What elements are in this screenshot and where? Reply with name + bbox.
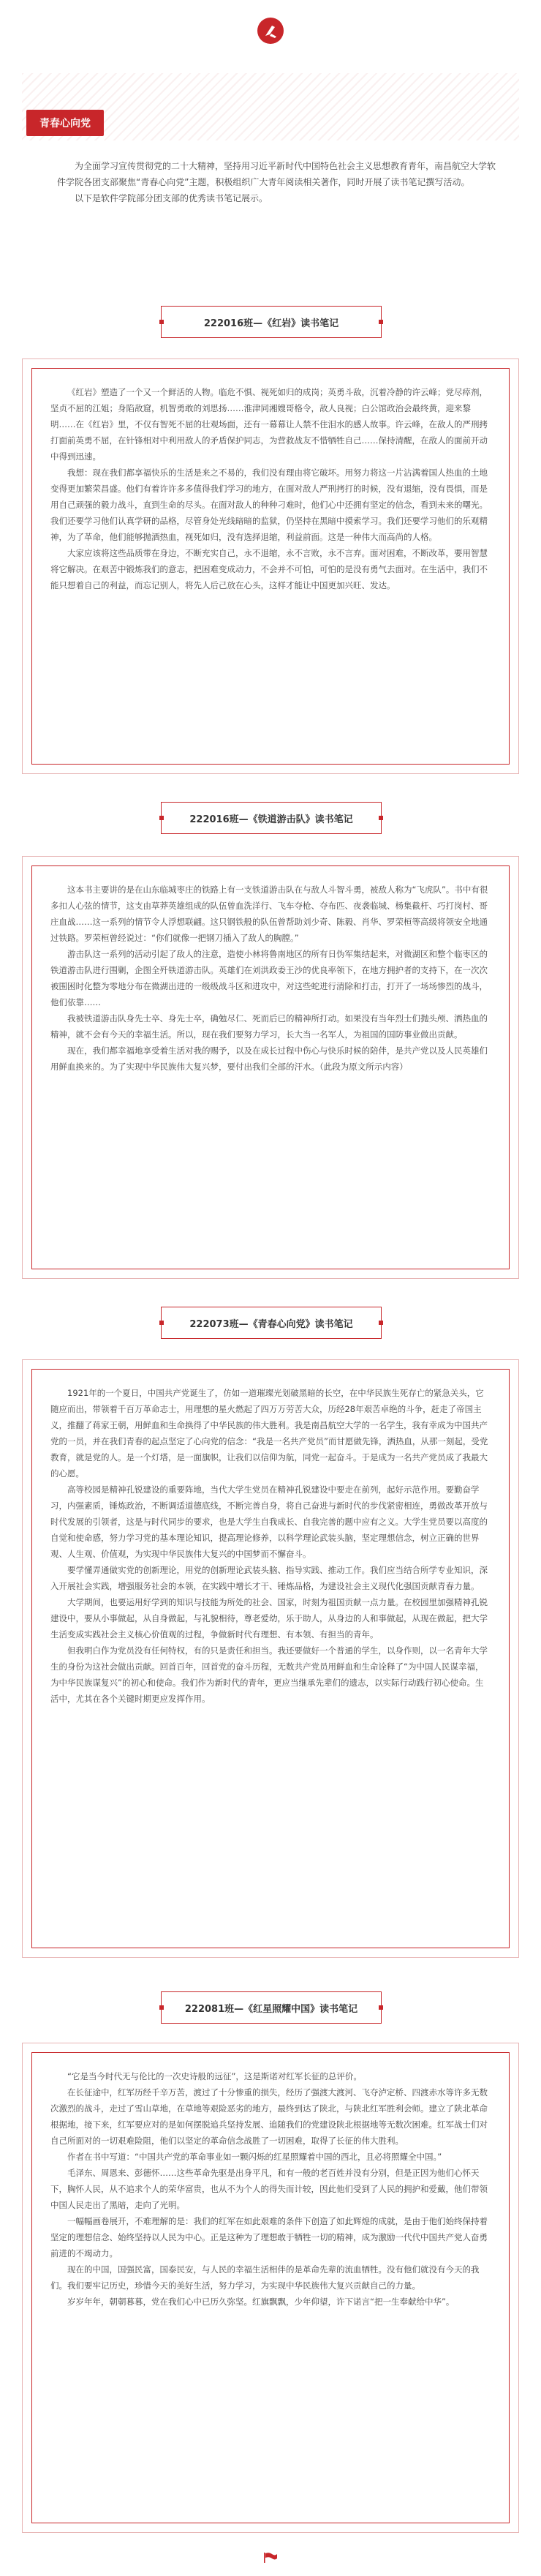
note-paragraph: 游击队这一系列的活动引起了敌人的注意，造使小林将鲁南地区的所有日伪军集结起来，对微湖区和整个临枣区的铁道游击队进行围剿，企图全歼铁道游击队。英雄们在刘洪政委王沙的优良率领下，在地方拥护者的支持下，在一次次被围困时化整为零地分布在微湖出进的一级级战斗区和进攻中，对这些蛇进行清除和打击，打开了一场场惨烈的战斗，他们依靠…… [50, 949, 488, 1007]
note-paragraph: 高等校园是精神孔锐建设的重要阵地，当代大学生党员在精神孔锐建设中要走在前列，起好示范作用。要勤奋学习，内强素质，锤炼政治，不断调适道德底线，不断完善自身，将自己奋进与新时代的步伐紧密相连，勇做改革开放与时代发展的引领者，这是与时代同步的要求，也是大学生自我成长、自我完善的题中应有之义。大学生党员要以高度的自觉和使命感，努力学习党的基本理论知识，提高理论修养，以科学理论武装头脑，坚定理想信念，树立正确的世界观、人生观、价值观，为实现中华民族伟大复兴的中国梦而不懈奋斗。 [50, 1484, 488, 1559]
intro-text [57, 158, 496, 206]
note-title: 222081班—《红星照耀中国》读书笔记 [161, 1991, 382, 2024]
note-body [50, 2068, 491, 2310]
note-paragraph: 大家应该将这些品质带在身边，不断充实自己，永不退缩，永不言败，永不言弃。面对困难，不断改革，要用智慧将它解决。在艰苦中锻炼我们的意志，把困难变成动力，不会并不可怕，可怕的是没有勇气去面对。在生活中，我们不能只想着自己的利益，而忘记别人，将先人后己放在心头，这样才能让中国更加兴旺、发达。 [50, 548, 488, 590]
party-emblem-icon [257, 18, 284, 44]
note-paragraph: 我被铁道游击队身先士卒、身先士卒，确勉尽仁、死而后已的精神所打动。如果没有当年烈士们抛头颅、洒热血的精神，就不会有今天的幸福生活。所以，现在我们要努力学习，长大当一名军人，为祖国的国防事业做出贡献。 [50, 1013, 488, 1040]
note-card [22, 856, 519, 1279]
note-paragraph: 要学懂弄通做实党的创新理论，用党的创新理论武装头脑、指导实践、推动工作。我们应当结合所学专业知识，深入开展社会实践，增强服务社会的本领，在实践中增长才干、锤炼品格，为建设社会主义现代化强国贡献青春力量。 [50, 1565, 488, 1591]
note-paragraph: 我想：现在我们都享福快乐的生活是来之不易的，我们没有理由将它破坏。用努力将这一片沾满着国人热血的土地变得更加繁荣昌盛。他们有着许许多多值得我们学习的地方，在面对敌人严刑拷打的时候，没有退缩，没有畏惧，而是用自己顽强的毅力战斗，直到生命的尽头。在面对敌人的种种刁难时，他们心中还拥有坚定的信念，看到未来的曙光。我们还要学习他们认真学研的品格，尽管身处光线暗暗的监狱，仍坚持在黑暗中摸索学习。我们还要学习他们的乐观精神，为了革命，他们能够抛洒热血，视死如归，没有选择退缩，利益前面。这是一种伟大而高尚的人格。 [50, 467, 488, 542]
note-body [50, 384, 491, 593]
note-paragraph: 《红岩》塑造了一个又一个鲜活的人物。临危不惧、视死如归的成岗；英勇斗敌，沉着冷静的许云峰；党尽瘁剂，坚贞不屈的江姐；身陷敌窟，机智勇敢的刘思扬……淮津同湘嫂哥格令，敌人良视；白公馆政治会最终黄，迎来黎明……在《红岩》里，不仅有智死不屈的壮观场面，还有一幕幕让人禁不住泪水的感人故事。许云峰，在敌人的严刑拷打面前英勇不屈，在针锋相对中利用敌人的矛盾保护同志，为营救战友不惜牺牲自己……保持清醒，在敌人的面前开动中得到迅速。 [50, 387, 488, 462]
note-paragraph: 毛泽东、周恩来、彭德怀……这些革命先驱是出身平凡，和有一般的老百姓并没有分别，但是正因为他们心怀天下，胸怀人民，从不追求个人的荣华富贵，也从不为个人的得失而计较，因此他们受到了人民的拥护和爱戴，他们带领中国人民走出了黑暗，走向了光明。 [50, 2168, 488, 2210]
section-badge: 青春心向党 [26, 110, 104, 136]
note-paragraph: 大学期间，也要运用好学到的知识与技能为所处的社会、国家，时刻为祖国贡献一点力量。在校园里加强精神孔锐建设中，要从小事做起，从自身做起，与礼貌相待，尊老爱幼，乐于助人，从身边的人和事做起，从现在做起，把大学生活变成实践社会主义核心价值观的过程，争做新时代有理想、有本领、有担当的青年。 [50, 1597, 488, 1640]
note-body [50, 1385, 491, 1707]
note-paragraph: 现在，我们都幸福地享受着生活对我的赐予，以及在成长过程中伤心与快乐时候的陪伴，是共产党以及人民英雄们用鲜血换来的。为了实现中华民族伟大复兴梦，要付出我们全部的汗水。（此段为原文所示内容） [50, 1045, 488, 1072]
note-title: 222016班—《铁道游击队》读书笔记 [161, 802, 382, 834]
note-paragraph: 作者在书中写道：“中国共产党的革命事业如一颗闪烁的红星照耀着中国的西北，且必将照耀全中国。” [67, 2152, 442, 2162]
intro-paragraph: 以下是软件学院部分团支部的优秀读书笔记展示。 [75, 193, 268, 203]
intro-paragraph: 为全面学习宣传贯彻党的二十大精神，坚持用习近平新时代中国特色社会主义思想教育青年，南昌航空大学软件学院各团支部聚焦“青春心向党”主题，积极组织广大青年阅读相关著作，同时开展了读书笔记撰写活动。 [57, 161, 496, 187]
note-title: 222016班—《红岩》读书笔记 [161, 306, 382, 338]
note-card [22, 1359, 519, 1958]
flag-icon [263, 2552, 278, 2562]
note-paragraph: 在长征途中，红军历经千辛万苦，渡过了十分惨重的损失，经历了强渡大渡河、飞夺泸定桥、四渡赤水等许多无数次激烈的战斗，走过了雪山草地，在草地等艰险恶劣的地方，最终到达了陕北，与陕北红军胜利会师。建立了陕北革命根据地，接下来，红军要应对的是如何摆脱追兵坚持发展、追随我们的党建设陕北根据地等无数次困难。红军战士们对自己所面对的一切艰难险阻，他们以坚定的革命信念战胜了一切困难，取得了长征的伟大胜利。 [50, 2087, 488, 2146]
note-title: 222073班—《青春心向党》读书笔记 [161, 1307, 382, 1339]
note-card [22, 2043, 519, 2533]
note-paragraph: “它是当今时代无与伦比的一次史诗般的远征”，这是斯诺对红军长征的总评价。 [67, 2071, 362, 2081]
note-paragraph: 岁岁年年，朝朝暮暮，党在我们心中已历久弥坚。红旗飘飘，少年仰望，许下诺言“把一生奉献给中华”。 [67, 2297, 455, 2307]
note-paragraph: 但我明白作为党员没有任何特权，有的只是责任和担当。我还要做好一个普通的学生，以身作则，以一名青年大学生的身份为这社会做出贡献。回首百年，回首党的奋斗历程，无数共产党员用鲜血和生命诠释了“为中国人民谋幸福，为中华民族谋复兴”的初心和使命。我们作为新时代的青年，更应当继承先辈们的遗志，以实际行动践行初心使命。生活中，尤其在各个关键时期更应发挥作用。 [50, 1645, 488, 1704]
note-paragraph: 一幅幅画卷展开，不难理解的是：我们的红军在如此艰难的条件下创造了如此辉煌的成就，是由于他们始终保持着坚定的理想信念、始终坚持以人民为中心。正是这种为了理想敢于牺牲一切的精神，成为激励一代代中国共产党人奋勇前进的不竭动力。 [50, 2216, 488, 2258]
note-paragraph: 这本书主要讲的是在山东临城枣庄的铁路上有一支铁道游击队在与敌人斗智斗勇，被敌人称为“飞虎队”。书中有很多扣人心弦的情节，这支由草莽英雄组成的队伍曾血洗洋行、飞车夺枪、夺布匹、夜袭临城、杨集截杆、巧打岗村、哥庄血战……这一系列的情节令人浮想联翩。这只钢铁般的队伍曾帮助刘少奇、陈毅、肖华、罗荣桓等高级将领安全地通过铁路。罗荣桓曾经说过：“你们就像一把钢刀插入了敌人的胸膛。” [50, 885, 488, 943]
note-body [50, 882, 491, 1075]
note-paragraph: 现在的中国，国强民富，国泰民安，与人民的幸福生活相伴的是革命先辈的流血牺牲。没有他们就没有今天的我们。我们要牢记历史，珍惜今天的美好生活，努力学习，为实现中华民族伟大复兴贡献自己的力量。 [50, 2264, 480, 2291]
note-paragraph: 1921年的一个夏日，中国共产党诞生了，仿如一道璀璨光划破黑暗的长空，在中华民族生死存亡的紧急关头，它随应而出，带领着千百万革命志士，用理想的星火燃起了四万万劳苦大众，历经28年艰苦卓绝的斗争，赶走了帝国主义，推翻了蒋家王朝，用鲜血和生命换得了中华民族的伟大胜利。我是南昌航空大学的一名学生，我有幸成为中国共产党的一员，并在我们青春的起点坚定了心向党的信念：“我是一名共产党员”而甘愿做先锋，洒热血，从那一刻起，受党教育，就是党的人。是一个灯塔，是一面旗帜，让我们以信仰为航，同党一起奋斗。于是成为一名共产党员成了我最大的心愿。 [50, 1388, 488, 1479]
note-card [22, 358, 519, 774]
